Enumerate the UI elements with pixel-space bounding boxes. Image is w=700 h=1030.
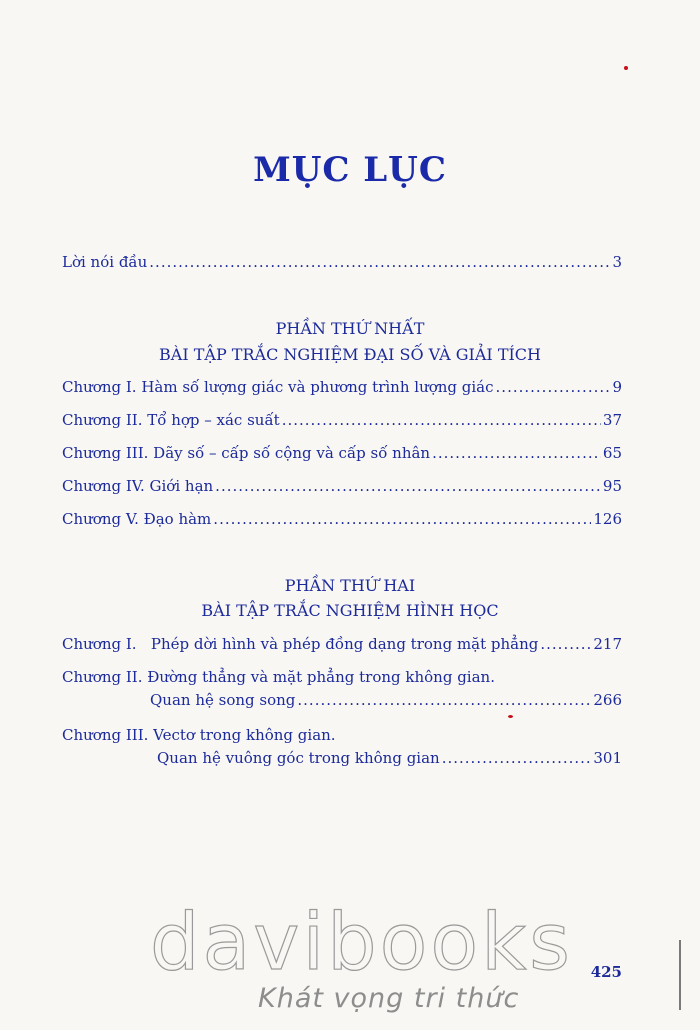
toc-entry[interactable]: [62, 634, 622, 654]
toc-entry-label: Chương II. Tổ hợp – xác suất: [62, 411, 280, 429]
page-title: MỤC LỤC: [253, 150, 447, 190]
page-edge-line: [679, 940, 681, 1010]
leader-dots: [215, 476, 601, 496]
leader-dots: [540, 634, 591, 654]
toc-entry[interactable]: [62, 410, 622, 430]
leader-dots: [282, 410, 601, 430]
toc-entry-label: Chương I. Hàm số lượng giác và phương trình lượng giác: [62, 378, 494, 396]
toc-entry[interactable]: [62, 443, 622, 463]
toc-entry-label: Chương V. Đạo hàm: [62, 510, 212, 528]
toc-entry-line1: Chương II. Đường thẳng và mặt phẳng trong không gian.: [62, 668, 495, 686]
toc-entry-page: 37: [602, 411, 622, 429]
toc-entry-page: 126: [593, 510, 622, 528]
page-number: 425: [590, 963, 622, 981]
ink-speck: [624, 66, 628, 70]
toc-entry-page: 301: [593, 749, 622, 767]
toc-entry[interactable]: [157, 748, 622, 768]
part2-heading: PHẦN THỨ HAI: [284, 576, 416, 595]
toc-entry-label: Quan hệ song song: [150, 691, 296, 709]
toc-entry-page: 266: [593, 691, 622, 709]
part2-subheading: BÀI TẬP TRẮC NGHIỆM HÌNH HỌC: [201, 601, 499, 620]
watermark-brand: davibooks: [150, 898, 573, 988]
toc-entry-page: 65: [602, 444, 622, 462]
leader-dots: [442, 748, 592, 768]
part1-heading: PHẦN THỨ NHẤT: [275, 319, 425, 338]
toc-entry[interactable]: [62, 476, 622, 496]
toc-entry-line1: Chương III. Vectơ trong không gian.: [62, 726, 336, 744]
toc-entry[interactable]: [150, 690, 622, 710]
toc-entry-page: 3: [612, 253, 622, 271]
toc-entry-preface[interactable]: [62, 252, 622, 272]
toc-entry[interactable]: [62, 509, 622, 529]
toc-entry-page: 95: [602, 477, 622, 495]
leader-dots: [432, 443, 601, 463]
leader-dots: [297, 690, 591, 710]
leader-dots: [496, 377, 611, 397]
toc-entry-label: Chương III. Dãy số – cấp số cộng và cấp số nhân: [62, 444, 431, 462]
toc-entry-label: Chương I. Phép dời hình và phép đồng dạng trong mặt phẳng: [62, 635, 539, 653]
watermark-slogan: Khát vọng tri thức: [258, 983, 520, 1014]
toc-entry-label: Chương IV. Giới hạn: [62, 477, 214, 495]
leader-dots: [149, 252, 610, 272]
toc-entry[interactable]: [62, 377, 622, 397]
toc-entry-label: Quan hệ vuông góc trong không gian: [157, 749, 440, 767]
toc-entry-page: 9: [612, 378, 622, 396]
leader-dots: [213, 509, 591, 529]
ink-speck: [508, 715, 513, 718]
toc-entry-label: Lời nói đầu: [62, 253, 148, 271]
part1-subheading: BÀI TẬP TRẮC NGHIỆM ĐẠI SỐ VÀ GIẢI TÍCH: [159, 345, 541, 364]
toc-entry-page: 217: [593, 635, 622, 653]
